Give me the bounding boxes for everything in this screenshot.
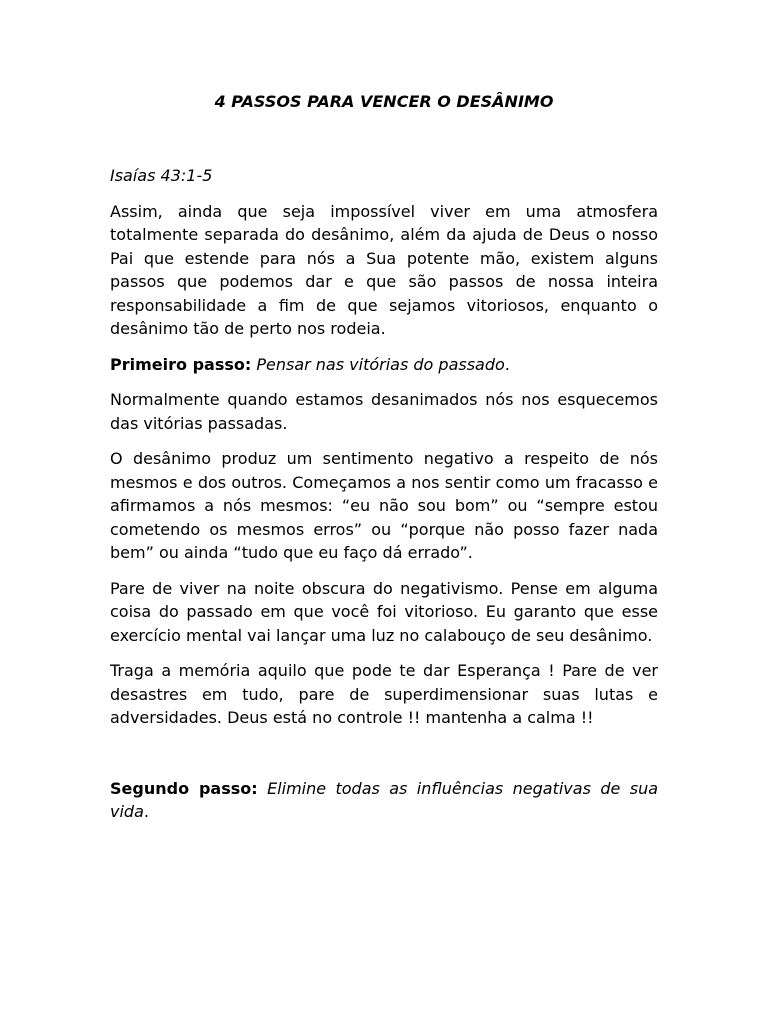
step-one-text: Pensar nas vitórias do passado (256, 354, 505, 374)
bible-reference: Isaías 43:1-5 (110, 166, 213, 185)
step-one-label: Primeiro passo: (110, 354, 252, 374)
step-two-end: . (143, 802, 149, 821)
step-one-end: . (504, 354, 510, 374)
step-one-heading (110, 353, 658, 377)
intro-paragraph: Assim, ainda que seja impossível viver em uma atmosfera totalmente separada do desânimo, além da ajuda de Deus o nosso Pai que estende para nós a Sua potente mão, existem alguns passos que podemos dar e que são passos de nossa inteira responsabilidade a fim de que sejamos vitoriosos, enquanto o desânimo tão de perto nos rodeia. (110, 201, 658, 338)
paragraph-stop-negativism: Pare de viver na noite obscura do negativismo. Pense em alguma coisa do passado em que você foi vitorioso. Eu garanto que esse exercício mental vai lançar uma luz no calabouço de seu desânimo. (110, 578, 658, 645)
document-title: 4 PASSOS PARA VENCER O DESÂNIMO (214, 92, 554, 111)
step-two-text: Elimine todas as influências negativas de sua vida (110, 778, 659, 821)
document-body (110, 164, 658, 836)
paragraph-negative-feeling: O desânimo produz um sentimento negativo a respeito de nós mesmos e dos outros. Começamos a nos sentir como um fracasso e afirmamos a nós mesmos: “eu não sou bom” ou “sempre estou cometendo os mesmos erros” ou “porque não posso fazer nada bem” ou ainda “tudo que eu faço dá errado”. (110, 449, 658, 562)
paragraph-hope: Traga a memória aquilo que pode te dar Esperança ! Pare de ver desastres em tudo, pare de superdimensionar suas lutas e adversidades. Deus está no controle !! mantenha a calma !! (110, 661, 658, 727)
paragraph-forget-victories: Normalmente quando estamos desanimados nós nos esquecemos das vitórias passadas. (110, 390, 658, 433)
step-two-heading (110, 777, 658, 824)
step-two-label: Segundo passo: (110, 778, 258, 798)
section-spacer (110, 742, 658, 777)
